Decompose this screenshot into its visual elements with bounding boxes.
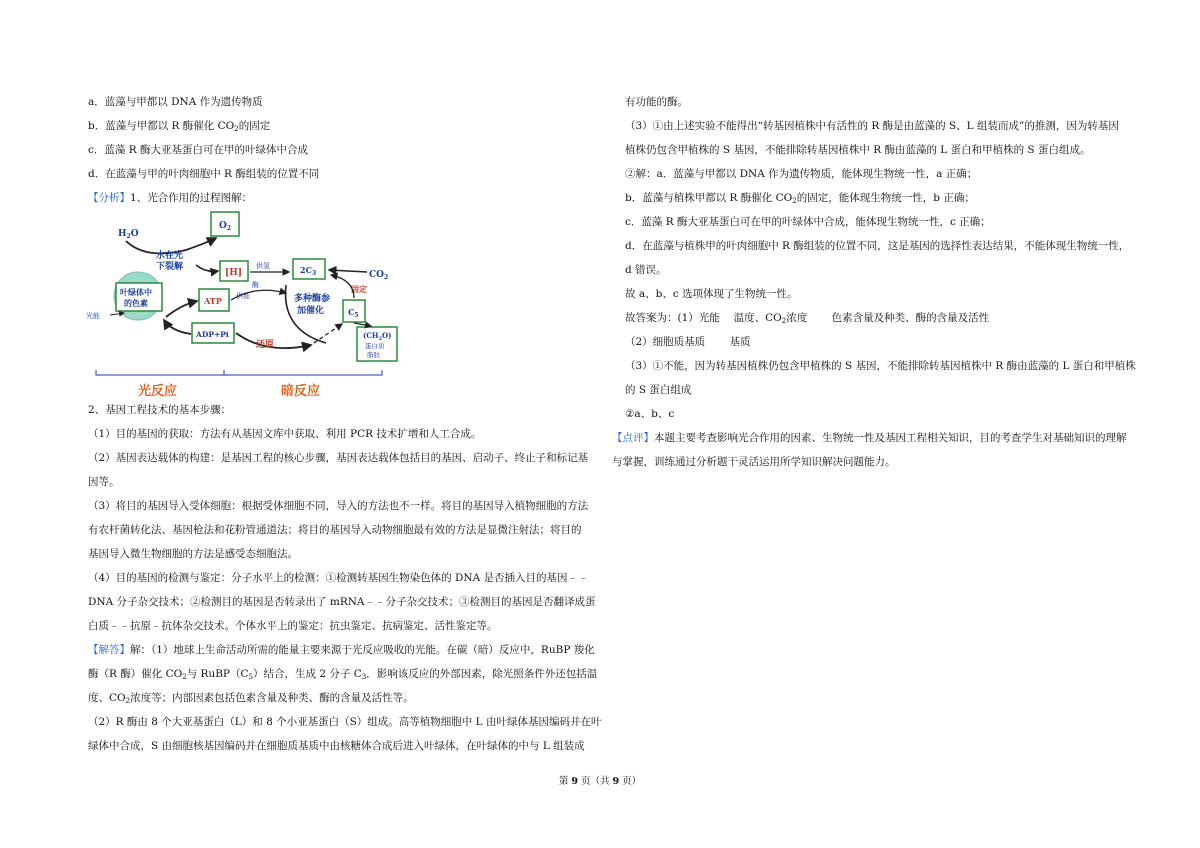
- right-line-7: 故答案为：(1）光能 温度、$CO_2$浓度 色素含量及种类、酶的含量及活性: [625, 312, 990, 325]
- fat-label: 脂肪: [367, 351, 380, 359]
- page-footer: 第 9 页（共 9 页）: [558, 776, 642, 787]
- right-line-8: （2）细胞质基质 基质: [625, 336, 751, 348]
- right-line-5a: d．在蓝藻与植株甲的叶肉细胞中 R 酶组装的位置不同，这是基因的选择性表达结果，不能体现生物统一性，: [625, 240, 1130, 252]
- ch2o-label: $(CH_2O)$: [363, 331, 392, 342]
- split-text-1: 水在光: [156, 251, 184, 261]
- split-text-2: 下裂解: [156, 262, 184, 272]
- solution-1b: 酶（R 酶）催化 $CO_2$与 $RuBP(C_5)$结合，生成 2 分子 $C_3$．影响该反应的外部因素，除光照条件外还包括温: [88, 668, 598, 681]
- co2-arrow: [329, 270, 367, 272]
- to-h-arrow: [196, 265, 218, 271]
- right-line-1b: 植株仍包含甲植株的 S 基因，不能排除转基因植株中 R 酶由蓝藻的 L 蛋白和甲植株的 S 蛋白组成。: [625, 144, 1091, 156]
- gene-step-4b: DNA 分子杂交技术；②检测目的基因是否转录出了 mRNA﹣﹣分子杂交技术；③检测目的基因是否翻译成蛋: [88, 596, 596, 608]
- right-line-6: 故 a、b、c 选项体现了生物统一性。: [625, 288, 798, 300]
- enzyme-text: 酶: [252, 281, 259, 289]
- to-atp-arrow: [166, 301, 197, 317]
- gene-step-3c: 基因导入微生物细胞的方法是感受态细胞法。: [88, 548, 298, 560]
- option-c: c．蓝藻 R 酶大亚基蛋白可在甲的叶绿体中合成: [88, 144, 308, 156]
- right-line-1a: （3）①由上述实验不能得出“转基因植株中有活性的 R 酶是由蓝藻的 S、L 组装而成”的推测，因为转基因: [625, 120, 1119, 132]
- right-line-9a: （3）①不能，因为转基因植株仍包含甲植株的 S 基因，不能排除转基因植株中 R 酶由蓝藻的 L 蛋白和甲植株: [625, 360, 1136, 372]
- gene-step-1: （1）目的基因的获取：方法有从基因文库中获取、利用 PCR 技术扩增和人工合成。: [88, 428, 482, 440]
- multi-enzyme-1: 多种酶参: [294, 294, 331, 304]
- gene-title: 2、基因工程技术的基本步骤：: [88, 404, 232, 416]
- option-a: a．蓝藻与甲都以 DNA 作为遗传物质: [88, 96, 263, 108]
- fix-text: 固定: [351, 284, 367, 294]
- c5-to-c3-arrow: [331, 275, 354, 298]
- gene-step-2a: （2）基因表达载体的构建：是基因工程的核心步骤，基因表达载体包括目的基因、启动子、终止子和标记基: [88, 452, 589, 464]
- protein-label: 蛋白质: [365, 342, 385, 350]
- right-line-9b: 的 S 蛋白组成: [625, 384, 692, 396]
- atp-label: ATP: [204, 296, 222, 306]
- dark-bracket: [224, 370, 382, 375]
- gene-step-2b: 因等。: [88, 476, 120, 488]
- c5-label: $C_5$: [348, 307, 359, 319]
- multi-enzyme-2: 加催化: [297, 306, 325, 316]
- adp-label: ADP+Pi: [196, 330, 229, 339]
- co2-label: $CO_2$: [369, 270, 389, 281]
- gene-step-3b: 有农杆菌转化法、基因枪法和花粉管通道法；将目的基因导入动物细胞最有效的方法是显微注射法；将目的: [88, 524, 582, 536]
- option-d: d．在蓝藻与甲的叶肉细胞中 R 酶组装的位置不同: [88, 168, 320, 180]
- pigment-text-2: 的色素: [124, 298, 148, 308]
- reduce-text: 还原: [256, 340, 275, 350]
- light-reaction-label: 光反应: [138, 384, 178, 399]
- to-ch2o-arrow: [354, 323, 371, 326]
- gene-step-4c: 白质﹣﹣抗原﹣抗体杂交技术。个体水平上的鉴定：抗虫鉴定、抗病鉴定、活性鉴定等。: [88, 620, 498, 632]
- dashed-arrow: [308, 324, 342, 347]
- h-label: [H]: [225, 268, 243, 278]
- supply-h-text: 供氢: [256, 262, 270, 270]
- analysis-heading: 【分析】1、光合作用的过程图解：: [88, 192, 253, 204]
- gene-step-3a: （3）将目的基因导入受体细胞：根据受体细胞不同，导入的方法也不一样。将目的基因导入植物细胞的方法: [88, 500, 589, 512]
- option-b: b．蓝藻与甲都以 R 酶催化 $CO_2$的固定: [88, 120, 271, 133]
- comment-line-2: 与掌握，训练通过分析题干灵活运用所学知识解决问题能力。: [612, 456, 896, 468]
- right-line-0: 有功能的酶。: [625, 96, 688, 108]
- photosynthesis-diagram: [86, 205, 392, 401]
- to-pigment-arrow: [164, 320, 191, 334]
- right-line-3: b．蓝藻与植株甲都以 R 酶催化 $CO_2$的固定，能体现生物统一性，b 正确；: [625, 192, 975, 205]
- supply-energy-text: 供能: [236, 292, 250, 300]
- right-line-2: ②解：a．蓝藻与甲都以 DNA 作为遗传物质，能体现生物统一性，a 正确；: [625, 168, 978, 180]
- right-line-4: c．蓝藻 R 酶大亚基蛋白可在甲的叶绿体中合成，能体现生物统一性，c 正确；: [625, 216, 991, 228]
- solution-1a: 【解答】解：（1）地球上生命活动所需的能量主要来源于光反应吸收的光能。在碳（暗）反应中，RuBP 羧化: [88, 644, 595, 656]
- light-energy-text: 光能: [86, 312, 100, 320]
- solution-2a: （2）R 酶由 8 个大亚基蛋白（L）和 8 个小亚基蛋白（S）组成。高等植物细胞中 L 由叶绿体基因编码并在叶: [88, 716, 602, 728]
- pigment-text-1: 叶绿体中: [120, 287, 152, 297]
- right-line-5b: d 错误。: [625, 264, 667, 276]
- right-line-10: ②a、b、c: [625, 408, 675, 420]
- solution-2b: 绿体中合成，S 由细胞核基因编码并在细胞质基质中由核糖体合成后进入叶绿体，在叶绿体的中与 L 组装成: [88, 740, 585, 752]
- comment-line-1: 【点评】本题主要考查影响光合作用的因素、生物统一性及基因工程相关知识，目的考查学生对基础知识的理解: [612, 432, 1127, 444]
- o2-label: $O_2$: [219, 221, 232, 232]
- gene-step-4a: （4）目的基因的检测与鉴定：分子水平上的检测：①检测转基因生物染色体的 DNA 是否插入目的基因﹣﹣: [88, 572, 589, 584]
- h2o-label: $H_2O$: [118, 229, 139, 240]
- light-bracket: [96, 370, 224, 375]
- dark-reaction-label: 暗反应: [281, 384, 321, 399]
- solution-1c: 度、$CO_2$浓度等；内部因素包括色素含量及种类、酶的含量及活性等。: [88, 692, 414, 705]
- c3-label: $2C_3$: [300, 265, 317, 277]
